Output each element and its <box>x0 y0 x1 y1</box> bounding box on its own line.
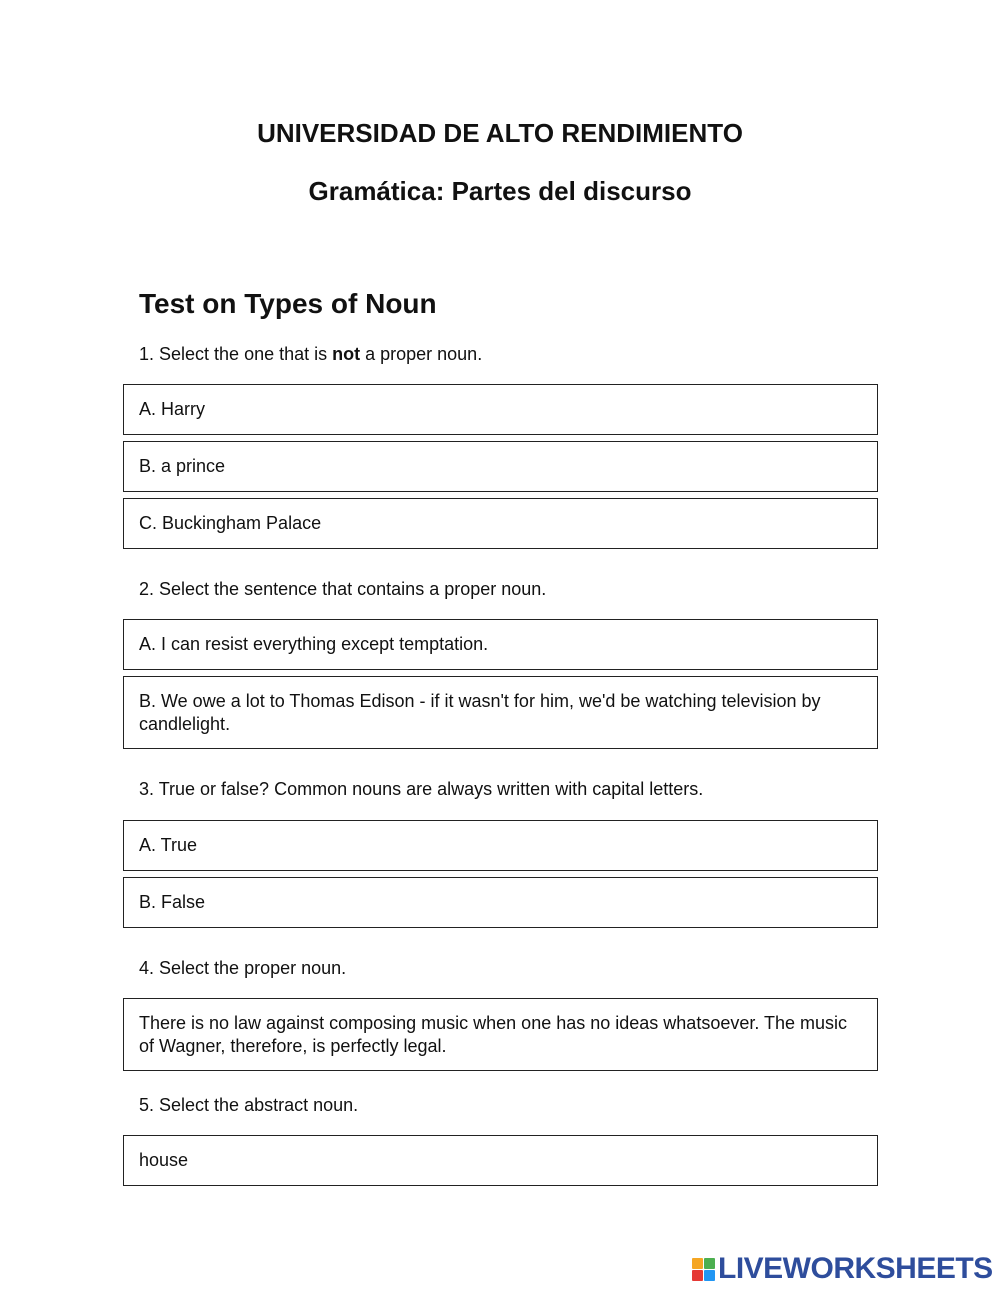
question-1-prefix: 1. Select the one that is <box>139 344 333 364</box>
subject-title: Gramática: Partes del discurso <box>308 176 692 206</box>
answer-option-label: B. We owe a lot to Thomas Edison - if it wasn't for him, we'd be watching television by candlelight. <box>139 690 821 734</box>
question-4: 4. Select the proper noun. <box>139 958 347 978</box>
blocks-icon-square <box>704 1270 715 1281</box>
question-5: 5. Select the abstract noun. <box>139 1095 359 1115</box>
answer-option-label: B. a prince <box>139 456 226 476</box>
question-2: 2. Select the sentence that contains a proper noun. <box>139 579 547 599</box>
answer-option[interactable] <box>123 1135 878 1186</box>
answer-option[interactable] <box>123 498 878 549</box>
question-1-suffix: a proper noun. <box>360 344 483 364</box>
blocks-icon-square <box>692 1270 703 1281</box>
answer-option-label: There is no law against composing music when one has no ideas whatsoever. The music of Wagner, therefore, is perfectly legal. <box>139 1012 848 1056</box>
answer-option-label: A. I can resist everything except temptation. <box>139 634 489 654</box>
answer-option[interactable] <box>123 998 878 1071</box>
blocks-icon <box>692 1258 715 1281</box>
university-title: UNIVERSIDAD DE ALTO RENDIMIENTO <box>257 118 743 148</box>
question-1-emphasis: not <box>332 344 361 364</box>
blocks-icon-square <box>704 1258 715 1269</box>
answer-option-label: B. False <box>139 892 206 912</box>
logo-text: LIVEWORKSHEETS <box>718 1252 993 1285</box>
answer-option[interactable] <box>123 877 878 928</box>
test-title: Test on Types of Noun <box>139 288 437 319</box>
answer-option-label: house <box>139 1150 189 1170</box>
liveworksheets-logo <box>692 1253 993 1285</box>
answer-option[interactable] <box>123 820 878 871</box>
answer-option-label: A. Harry <box>139 399 206 419</box>
question-3: 3. True or false? Common nouns are always written with capital letters. <box>139 779 704 799</box>
question-1 <box>139 342 482 366</box>
answer-option-label: C. Buckingham Palace <box>139 513 322 533</box>
answer-option[interactable] <box>123 676 878 749</box>
blocks-icon-square <box>692 1258 703 1269</box>
answer-option[interactable] <box>123 619 878 670</box>
answer-option[interactable] <box>123 384 878 435</box>
answer-option[interactable] <box>123 441 878 492</box>
answer-option-label: A. True <box>139 835 198 855</box>
